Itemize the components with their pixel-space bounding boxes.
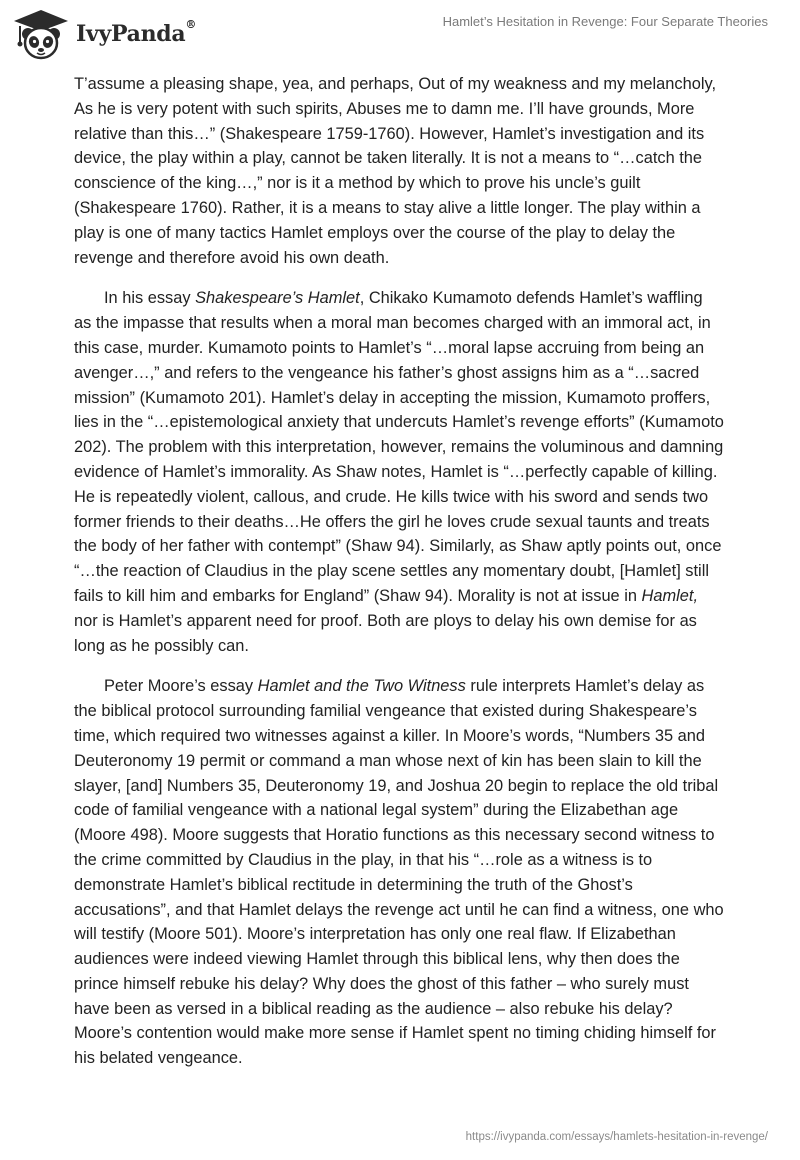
essay-body <box>74 72 724 1087</box>
paragraph-2: In his essay Shakespeare’s Hamlet, Chikako Kumamoto defends Hamlet’s waffling as the impasse that results when a moral man becomes charged with an immoral act, in this case, murder. Kumamoto points to Hamlet’s “…moral lapse accruing from being an avenger…,” and refers to the vengeance his father’s ghost assigns him as a “…sacred mission” (Kumamoto 201). Hamlet’s delay in accepting the mission, Kumamoto proffers, lies in the “…epistemological anxiety that undercuts Hamlet’s revenge efforts” (Kumamoto 202). The problem with this interpretation, however, remains the voluminous and damning evidence of Hamlet’s immorality. As Shaw notes, Hamlet is “…perfectly capable of killing. He is repeatedly violent, callous, and crude. He kills twice with his sword and sends two former friends to their deaths…He offers the girl he loves crude sexual taunts and treats the body of her father with contempt” (Shaw 94). Similarly, as Shaw aptly points out, once “…the reaction of Claudius in the play scene settles any momentary doubt, [Hamlet] still fails to kill him and embarks for England” (Shaw 94). Morality is not at issue in Hamlet, nor is Hamlet’s apparent need for proof. Both are ploys to delay his own demise for as long as he possibly can. <box>74 289 724 655</box>
panda-graduation-cap-icon <box>12 6 70 62</box>
work-title: Hamlet and the Two Witness <box>257 677 466 696</box>
paragraph-3: Peter Moore’s essay Hamlet and the Two Witness rule interprets Hamlet’s delay as the biblical protocol surrounding familial vengeance that existed during Shakespeare’s time, which required two witnesses against a killer. In Moore’s words, “Numbers 35 and Deuteronomy 19 permit or command a man whose next of kin has been slain to kill the slayer, [and] Numbers 35, Deuteronomy 19, and Joshua 20 begin to replace the old tribal code of familial vengeance with a national legal system” during the Elizabethan age (Moore 498). Moore suggests that Horatio functions as this necessary second witness to the crime committed by Claudius in the play, in that his “…role as a witness is to demonstrate Hamlet’s biblical rectitude in determining the truth of the Ghost’s accusations”, and that Hamlet delays the revenge act until he can find a witness, one who will testify (Moore 501). Moore’s interpretation has only one real flaw. If Elizabethan audiences were indeed viewing Hamlet through this biblical lens, why then does the prince himself rebuke his delay? Why does the ghost of this father – who surely must have been as versed in a biblical reading as the audience – also rebuke his delay? Moore’s contention would make more sense if Hamlet spent no timing chiding himself for his belated vengeance. <box>74 677 724 1068</box>
work-title: Hamlet, <box>641 586 699 605</box>
brand-name: IvyPanda® <box>76 18 197 47</box>
page-header <box>0 0 800 70</box>
work-title: Shakespeare’s Hamlet <box>195 289 360 308</box>
paragraph-1: T’assume a pleasing shape, yea, and perhaps, Out of my weakness and my melancholy, As he is very potent with such spirits, Abuses me to damn me. I’ll have grounds, More relative than this…” (Shakespeare 1759-1760). However, Hamlet’s investigation and its device, the play within a play, cannot be taken literally. It is not a means to “…catch the conscience of the king…,” nor is it a method by which to prove his uncle’s guilt (Shakespeare 1760). Rather, it is a means to stay alive a little longer. The play within a play is one of many tactics Hamlet employs over the course of the play to delay the revenge and therefore avoid his own death. <box>74 75 717 267</box>
registered-mark: ® <box>185 18 197 31</box>
source-url[interactable]: https://ivypanda.com/essays/hamlets-hesitation-in-revenge/ <box>465 1131 768 1143</box>
ivypanda-logo[interactable] <box>12 6 196 62</box>
document-title: Hamlet’s Hesitation in Revenge: Four Separate Theories <box>442 14 768 29</box>
